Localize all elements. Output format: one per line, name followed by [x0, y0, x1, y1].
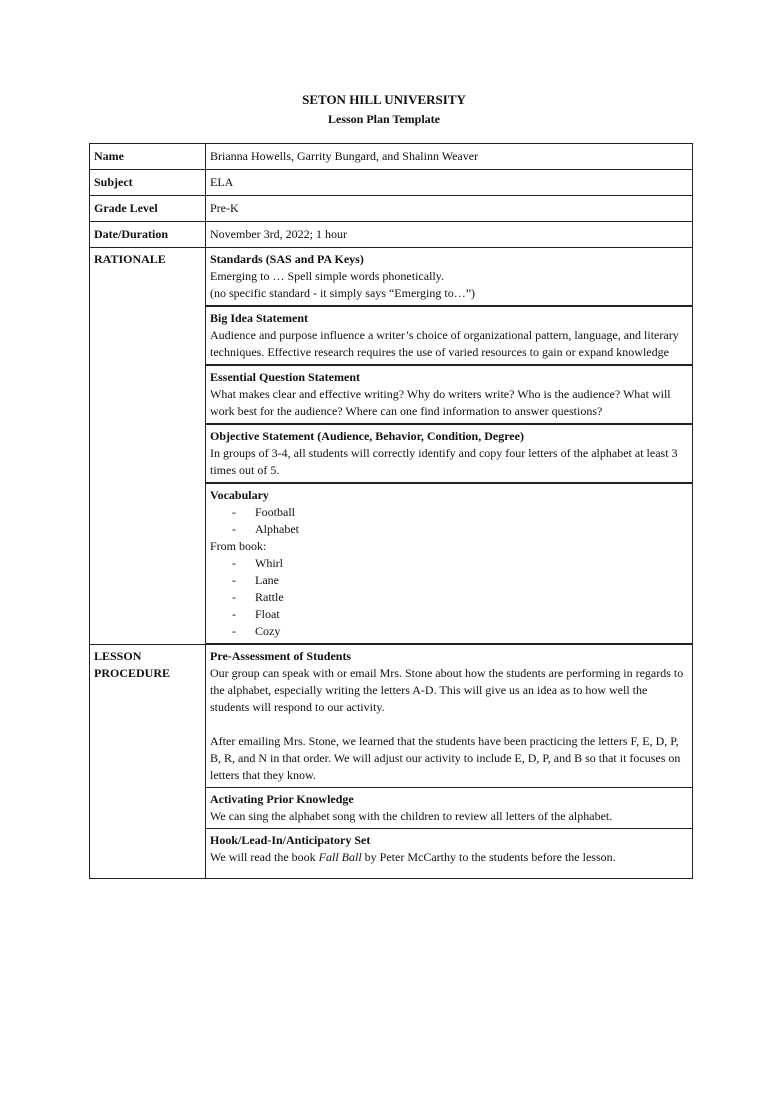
pre-assessment-paragraph-1: Our group can speak with or email Mrs. Stone about how the students are performing in regards to the alphabet, especially writing the letters A-D. This will give us an idea as to how well the students will respond to our activity. [210, 666, 684, 714]
list-item: - Float [230, 606, 688, 623]
university-name: SETON HILL UNIVERSITY [302, 92, 466, 107]
hook-text-start: We will read the book [210, 850, 319, 864]
prior-knowledge-cell [206, 788, 693, 829]
lesson-procedure-label [90, 644, 206, 879]
list-item: - Rattle [230, 589, 688, 606]
subject-label: Subject [90, 170, 206, 196]
big-idea-title: Big Idea Statement [210, 311, 308, 325]
paragraph-spacer [210, 716, 688, 733]
list-item: - Whirl [230, 555, 688, 572]
lesson-procedure-label-line-1: LESSON [94, 648, 142, 663]
standards-line-2: (no specific standard - it simply says “Emerging to…”) [210, 286, 476, 300]
objective-text: In groups of 3-4, all students will correctly identify and copy four letters of the alphabet at least 3 times out of 5. [210, 446, 678, 477]
essential-question-text: What makes clear and effective writing? Why do writers write? Who is the audience? What will work best for the audience? Where can one find information to answer questions? [210, 387, 671, 418]
rationale-label: RATIONALE [90, 248, 206, 645]
lesson-plan-table [89, 143, 693, 879]
list-item: - Alphabet [230, 521, 688, 538]
essential-question-cell [206, 365, 693, 424]
vocabulary-list [210, 504, 688, 538]
standards-title: Standards (SAS and PA Keys) [210, 252, 364, 266]
essential-question-title: Essential Question Statement [210, 370, 360, 384]
date-duration-label: Date/Duration [90, 222, 206, 248]
big-idea-text: Audience and purpose influence a writer’s choice of organizational pattern, language, and literary techniques. Effective research requires the use of varied resources to gain or expand knowledge [210, 328, 679, 359]
date-duration-value: November 3rd, 2022; 1 hour [206, 222, 693, 248]
standards-line-1: Emerging to … Spell simple words phonetically. [210, 269, 444, 283]
name-value: Brianna Howells, Garrity Bungard, and Shalinn Weaver [206, 144, 693, 170]
name-label: Name [90, 144, 206, 170]
lesson-procedure-label-line-2: PROCEDURE [94, 665, 171, 680]
vocabulary-title: Vocabulary [210, 488, 269, 502]
template-title: Lesson Plan Template [327, 112, 441, 126]
list-item: - Lane [230, 572, 688, 589]
table-row [90, 222, 693, 248]
table-row [90, 196, 693, 222]
prior-knowledge-title: Activating Prior Knowledge [210, 792, 354, 806]
list-item: - Football [230, 504, 688, 521]
subject-value: ELA [206, 170, 693, 196]
objective-title: Objective Statement (Audience, Behavior, Condition, Degree) [210, 429, 524, 443]
standards-cell [206, 248, 693, 307]
hook-text [210, 849, 688, 866]
hook-text-end: by Peter McCarthy to the students before the lesson. [361, 850, 616, 864]
book-title: Fall Ball [318, 850, 362, 864]
from-book-label: From book: [210, 539, 267, 553]
pre-assessment-paragraph-2: After emailing Mrs. Stone, we learned that the students have been practicing the letters F, E, D, P, B, R, and N in that order. We will adjust our activity to include E, D, P, and B so that it focuses on letters that they know. [210, 734, 681, 782]
list-item: - Cozy [230, 623, 688, 640]
pre-assessment-cell [206, 644, 693, 788]
table-row [90, 170, 693, 196]
objective-cell [206, 424, 693, 483]
table-row [90, 644, 693, 788]
grade-level-label: Grade Level [90, 196, 206, 222]
prior-knowledge-text: We can sing the alphabet song with the children to review all letters of the alphabet. [210, 809, 613, 823]
grade-level-value: Pre-K [206, 196, 693, 222]
pre-assessment-title: Pre-Assessment of Students [210, 649, 352, 663]
hook-title: Hook/Lead-In/Anticipatory Set [210, 833, 371, 847]
book-vocabulary-list [210, 555, 688, 640]
table-row [90, 248, 693, 307]
document-header [0, 92, 768, 127]
hook-cell [206, 829, 693, 879]
table-row [90, 144, 693, 170]
vocabulary-cell [206, 483, 693, 644]
big-idea-cell [206, 306, 693, 365]
